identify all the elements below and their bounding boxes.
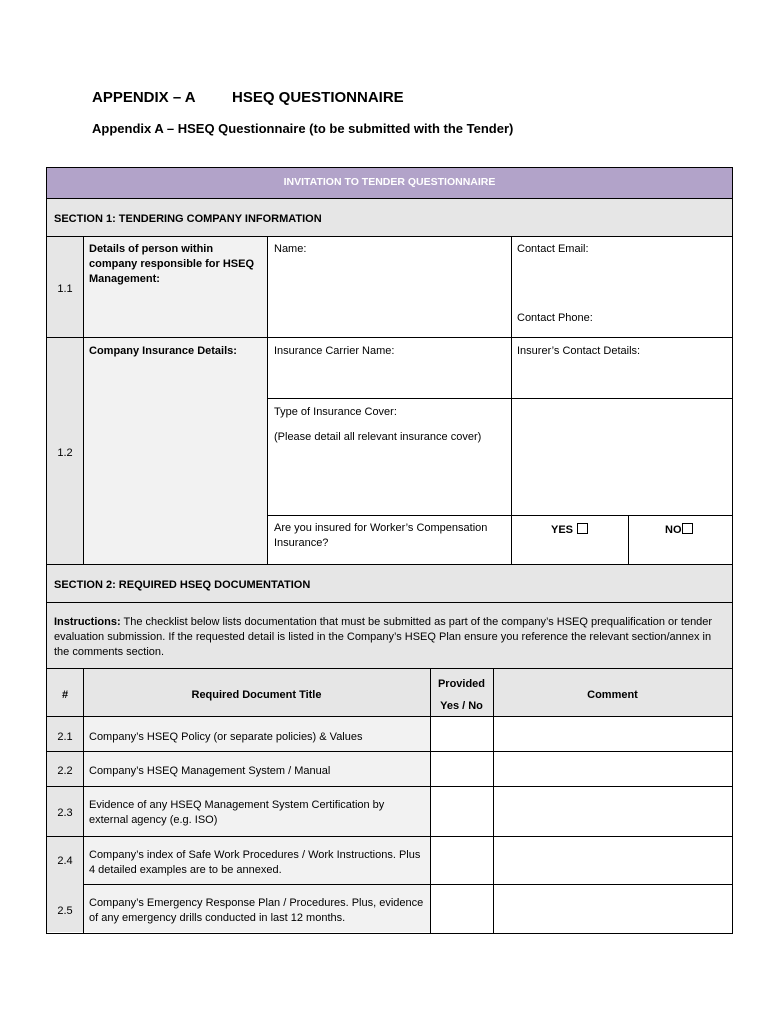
instructions	[54, 615, 728, 660]
row-1-1-number: 1.1	[57, 283, 73, 295]
row-title: Company’s index of Safe Work Procedures / Work Instructions. Plus 4 detailed examples are to be annexed.	[89, 849, 421, 876]
section1-title: SECTION 1: TENDERING COMPANY INFORMATION	[54, 213, 322, 225]
page-heading	[92, 89, 404, 106]
banner-title: INVITATION TO TENDER QUESTIONNAIRE	[283, 176, 496, 188]
insurance-carrier-label: Insurance Carrier Name:	[274, 345, 395, 357]
row-number: 2.4	[57, 855, 73, 867]
instructions-label: Instructions:	[54, 616, 121, 628]
heading-title: HSEQ QUESTIONNAIRE	[232, 89, 404, 106]
appendix-label: APPENDIX – A	[92, 89, 196, 106]
row-number: 2.5	[57, 905, 73, 917]
name-field-label: Name:	[274, 243, 307, 255]
row-title: Company’s HSEQ Policy (or separate policies) & Values	[89, 731, 363, 743]
no-option	[665, 523, 693, 538]
col-header-provided: Provided	[437, 678, 486, 690]
no-label: NO	[665, 524, 682, 536]
yes-checkbox[interactable]	[577, 523, 588, 534]
insurer-contact-label: Insurer’s Contact Details:	[517, 345, 641, 357]
cover-type-note: (Please detail all relevant insurance cover)	[274, 431, 482, 443]
row-1-1-label: Details of person within company responsible for HSEQ Management:	[89, 243, 255, 285]
instructions-text: The checklist below lists documentation that must be submitted as part of the company’s HSEQ prequalification or tender evaluation submission. If the requested detail is listed in the Company’s HSEQ Plan ensure you reference the relevant section/annex in the comments section.	[54, 616, 713, 658]
row-title: Evidence of any HSEQ Management System Certification by external agency (e.g. ISO)	[89, 799, 385, 826]
row-title: Company’s Emergency Response Plan / Procedures. Plus, evidence of any emergency drills conducted in last 12 months.	[89, 897, 424, 924]
no-checkbox[interactable]	[682, 523, 693, 534]
row-1-2-number: 1.2	[57, 447, 73, 459]
page-subheading: Appendix A – HSEQ Questionnaire (to be submitted with the Tender)	[92, 121, 514, 136]
row-number: 2.3	[57, 807, 73, 819]
contact-email-label: Contact Email:	[517, 243, 589, 255]
yes-option	[551, 523, 588, 538]
section2-title: SECTION 2: REQUIRED HSEQ DOCUMENTATION	[54, 579, 311, 591]
yes-label: YES	[551, 524, 574, 536]
row-1-2-label: Company Insurance Details:	[89, 345, 237, 357]
col-header-yes-no: Yes / No	[440, 700, 483, 712]
row-title: Company’s HSEQ Management System / Manual	[89, 765, 331, 777]
cover-type-label: Type of Insurance Cover:	[274, 406, 397, 418]
col-header-num: #	[61, 689, 69, 701]
col-header-title: Required Document Title	[191, 689, 322, 701]
col-header-comment: Comment	[587, 689, 638, 701]
workers-comp-question: Are you insured for Worker’s Compensation Insurance?	[274, 522, 488, 549]
row-number: 2.2	[57, 765, 73, 777]
row-number: 2.1	[57, 731, 73, 743]
contact-phone-label: Contact Phone:	[517, 312, 593, 324]
